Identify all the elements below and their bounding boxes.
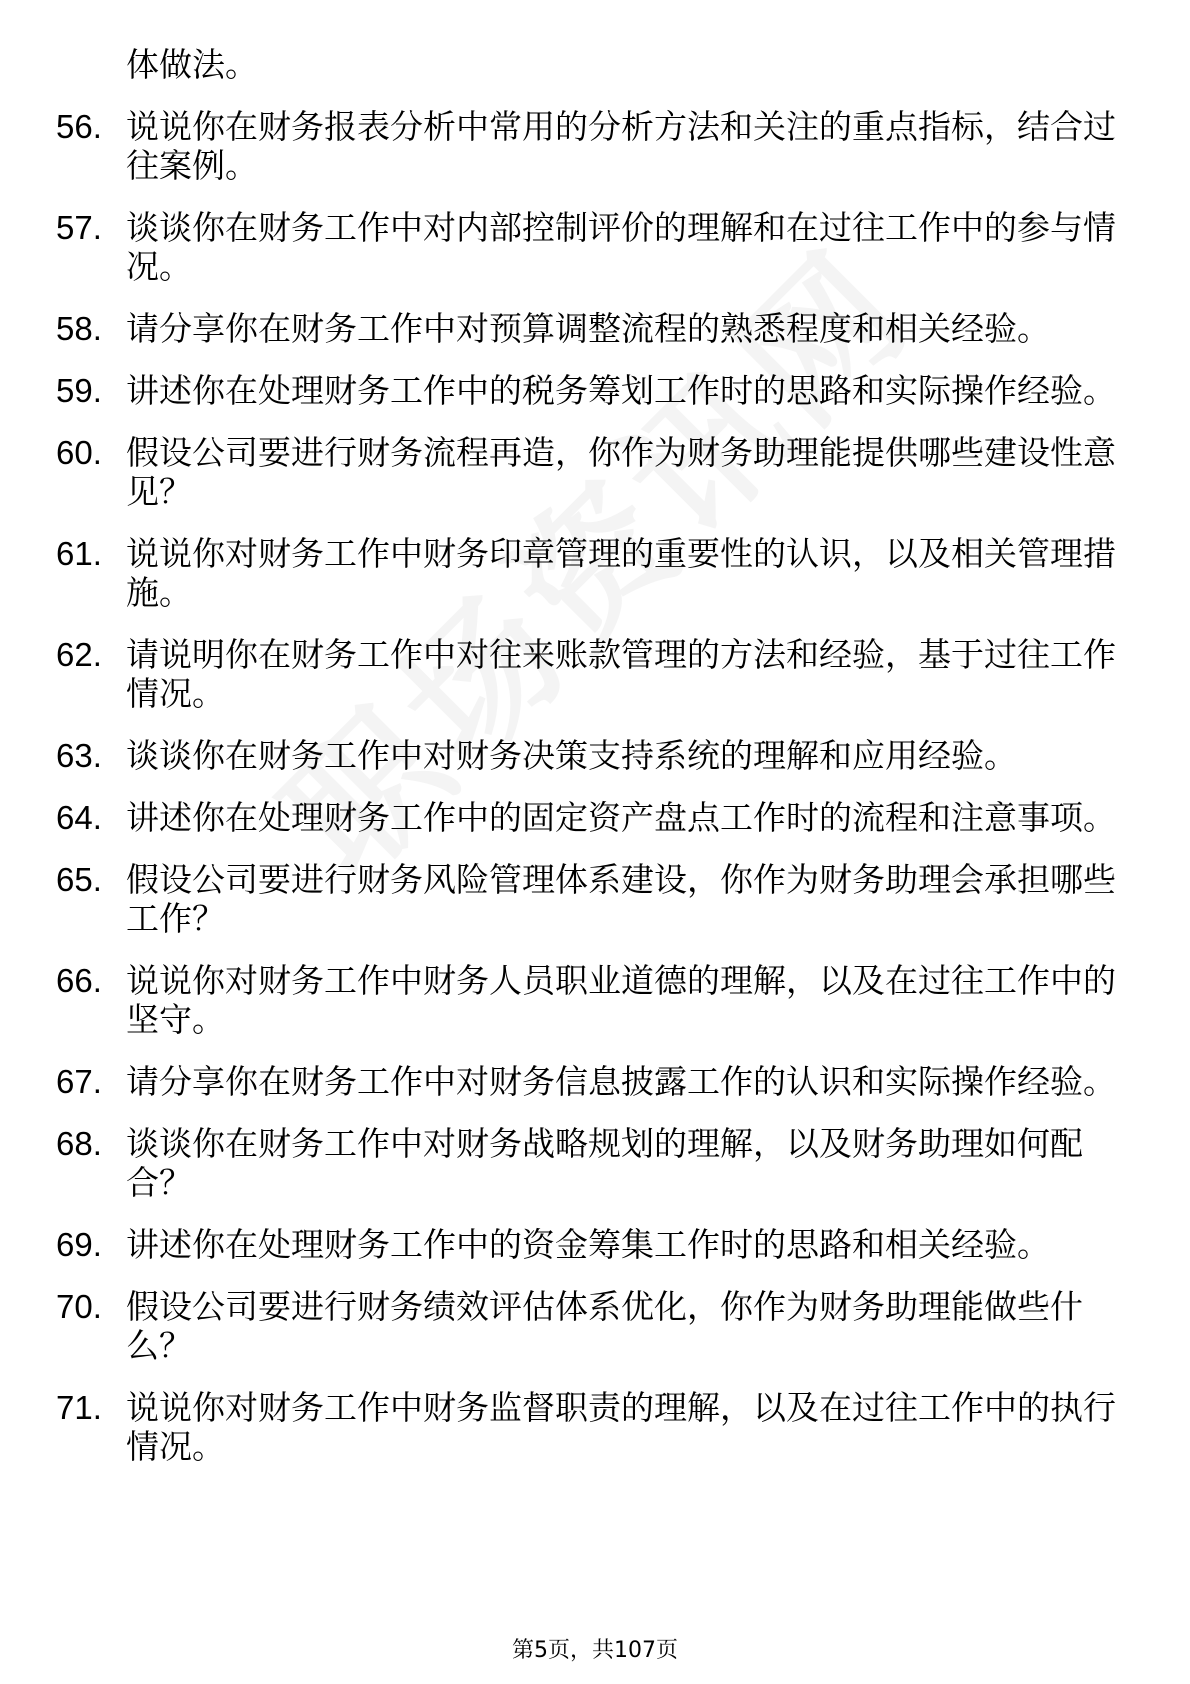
question-item <box>56 736 1116 775</box>
question-number: 68. <box>56 1125 102 1162</box>
question-text: 假设公司要进行财务绩效评估体系优化，你作为财务助理能做些什么？ <box>126 1287 1083 1365</box>
question-number: 62. <box>56 636 102 673</box>
question-text: 请分享你在财务工作中对财务信息披露工作的认识和实际操作经验。 <box>126 1062 1116 1101</box>
question-item <box>56 309 1116 348</box>
question-item <box>56 1388 1116 1466</box>
question-text: 说说你对财务工作中财务监督职责的理解，以及在过往工作中的执行情况。 <box>126 1388 1116 1466</box>
question-list <box>56 45 1116 1466</box>
question-number: 69. <box>56 1226 102 1263</box>
question-item <box>56 371 1116 410</box>
question-number: 58. <box>56 310 102 347</box>
question-number: 66. <box>56 962 102 999</box>
question-number: 67. <box>56 1063 102 1100</box>
question-item <box>56 1287 1116 1365</box>
question-item <box>56 534 1116 612</box>
question-text: 假设公司要进行财务流程再造，你作为财务助理能提供哪些建设性意见？ <box>126 433 1116 511</box>
question-item <box>56 635 1116 713</box>
question-number: 65. <box>56 861 102 898</box>
question-number: 70. <box>56 1288 102 1325</box>
question-text: 谈谈你在财务工作中对内部控制评价的理解和在过往工作中的参与情况。 <box>126 208 1116 286</box>
question-item <box>56 1124 1116 1202</box>
question-item <box>56 1225 1116 1264</box>
question-text: 谈谈你在财务工作中对财务战略规划的理解，以及财务助理如何配合？ <box>126 1124 1083 1202</box>
question-number: 57. <box>56 209 102 246</box>
question-text: 请说明你在财务工作中对往来账款管理的方法和经验，基于过往工作情况。 <box>126 635 1116 713</box>
question-text: 讲述你在处理财务工作中的资金筹集工作时的思路和相关经验。 <box>126 1225 1050 1264</box>
question-number: 63. <box>56 737 102 774</box>
question-number: 56. <box>56 108 102 145</box>
question-text: 假设公司要进行财务风险管理体系建设，你作为财务助理会承担哪些工作？ <box>126 860 1116 938</box>
question-number: 60. <box>56 434 102 471</box>
continuation-text: 体做法。 <box>126 45 258 84</box>
question-item <box>56 208 1116 286</box>
question-text: 说说你在财务报表分析中常用的分析方法和关注的重点指标，结合过往案例。 <box>126 107 1116 185</box>
question-number: 71. <box>56 1389 102 1426</box>
question-text: 请分享你在财务工作中对预算调整流程的熟悉程度和相关经验。 <box>126 309 1050 348</box>
question-number: 61. <box>56 535 102 572</box>
question-item <box>56 961 1116 1039</box>
question-number: 59. <box>56 372 102 409</box>
question-text: 讲述你在处理财务工作中的固定资产盘点工作时的流程和注意事项。 <box>126 798 1116 837</box>
question-item <box>56 860 1116 938</box>
question-item <box>56 107 1116 185</box>
question-text: 谈谈你在财务工作中对财务决策支持系统的理解和应用经验。 <box>126 736 1017 775</box>
question-item <box>56 433 1116 511</box>
question-item <box>56 1062 1116 1101</box>
question-item <box>56 798 1116 837</box>
question-text: 说说你对财务工作中财务人员职业道德的理解，以及在过往工作中的坚守。 <box>126 961 1116 1039</box>
question-text: 讲述你在处理财务工作中的税务筹划工作时的思路和实际操作经验。 <box>126 371 1116 410</box>
page-footer: 第5页，共107页 <box>512 1638 678 1663</box>
question-text: 说说你对财务工作中财务印章管理的重要性的认识，以及相关管理措施。 <box>126 534 1116 612</box>
question-number: 64. <box>56 799 102 836</box>
